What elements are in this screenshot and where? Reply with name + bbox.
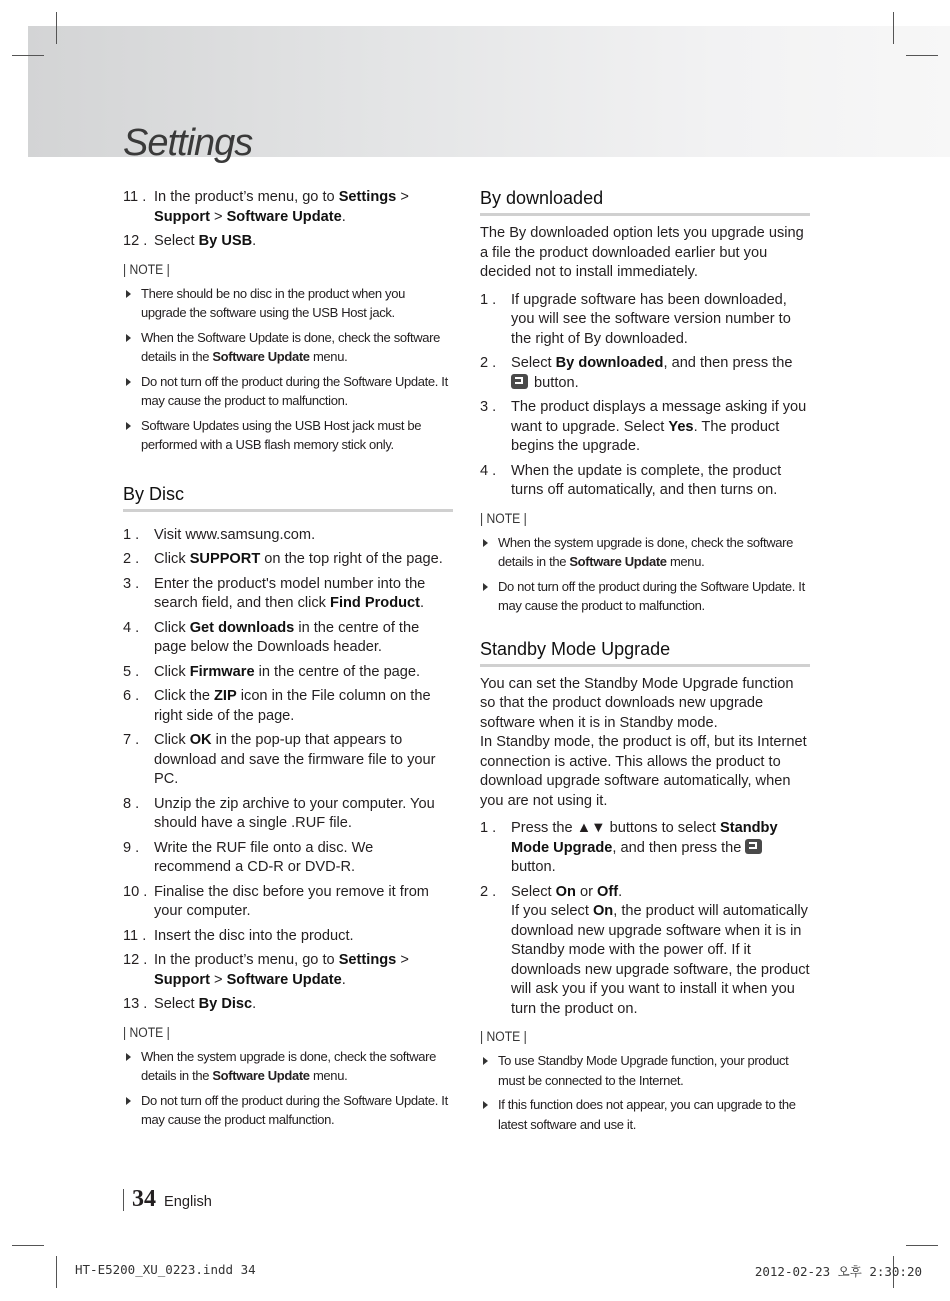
- note-item: [123, 328, 453, 367]
- step-item: [123, 951, 453, 990]
- page-number-block: [123, 1186, 212, 1213]
- step-number: 11 .: [123, 927, 147, 944]
- enter-button-icon: [745, 839, 762, 854]
- bullet-triangle-icon: [126, 1097, 131, 1105]
- step-text: Unzip the zip archive to your computer. You should have a single .RUF file.: [154, 795, 435, 831]
- step-text: Click SUPPORT on the top right of the page.: [154, 551, 443, 567]
- step-number: 12 .: [123, 952, 148, 968]
- usb-steps-list: [123, 188, 453, 252]
- step-item: [123, 619, 453, 658]
- step-item: [123, 232, 453, 252]
- note-text: Do not turn off the product during the Software Update. It may cause the product to malfunction.: [498, 578, 805, 613]
- step-item: [123, 883, 453, 922]
- bullet-triangle-icon: [483, 1101, 488, 1109]
- step-text: In the product’s menu, go to Settings > Support > Software Update.: [154, 189, 409, 225]
- usb-notes-list: [123, 284, 453, 455]
- bullet-triangle-icon: [126, 422, 131, 430]
- step-number: 10 .: [123, 883, 148, 900]
- note-item: [480, 577, 810, 616]
- by-disc-steps-list: [123, 526, 453, 1015]
- crop-mark: [893, 12, 894, 44]
- step-text: Press the ▲▼ buttons to select Standby Mode Upgrade, and then press the button.: [511, 820, 778, 875]
- step-number: 3 .: [123, 575, 140, 592]
- step-text: Select By USB.: [154, 233, 257, 249]
- step-number: 3 .: [480, 399, 497, 415]
- page-language: English: [164, 1194, 212, 1210]
- crop-mark: [906, 1245, 938, 1246]
- step-number: 2 .: [480, 355, 497, 371]
- page-title: Settings: [123, 122, 253, 164]
- step-text: Click the ZIP icon in the File column on the right side of the page.: [154, 688, 431, 724]
- step-text: In the product’s menu, go to Settings > Support > Software Update.: [154, 952, 409, 988]
- step-item: [123, 687, 453, 726]
- left-column: [123, 188, 453, 1135]
- step-text: Select By Disc.: [154, 996, 257, 1012]
- bullet-triangle-icon: [126, 1053, 131, 1061]
- note-text: There should be no disc in the product when you upgrade the software using the USB Host jack.: [141, 285, 405, 320]
- step-text: If upgrade software has been downloaded, you will see the software version number to the right of By downloaded.: [511, 291, 791, 347]
- step-item: [480, 291, 810, 350]
- section-heading-by-disc: By Disc: [123, 484, 453, 512]
- note-item: [123, 372, 453, 411]
- page-number-divider: [123, 1189, 124, 1211]
- page-number: 34: [132, 1186, 156, 1212]
- bullet-triangle-icon: [483, 583, 488, 591]
- note-item: [480, 1095, 810, 1134]
- standby-intro-1: You can set the Standby Mode Upgrade function so that the product downloads new upgrade software when it is in Standby mode.: [480, 675, 794, 731]
- note-item: [480, 533, 810, 572]
- step-number: 2 .: [123, 551, 140, 567]
- step-number: 9 .: [123, 839, 140, 856]
- step-item: [123, 795, 453, 834]
- step-item: [480, 819, 810, 878]
- step-number: 1 .: [480, 291, 497, 308]
- step-number: 8 .: [123, 795, 140, 812]
- step-item: [123, 663, 453, 683]
- step-item: [480, 354, 810, 393]
- step-item: [123, 927, 453, 947]
- step-text: Finalise the disc before you remove it from your computer.: [154, 883, 429, 919]
- step-text: Visit www.samsung.com.: [154, 526, 316, 543]
- note-label: | NOTE |: [123, 261, 170, 277]
- print-slug-date: 2012-02-23 오후 2:30:20: [754, 1264, 922, 1279]
- note-text: To use Standby Mode Upgrade function, your product must be connected to the Internet.: [498, 1053, 789, 1088]
- note-text: If this function does not appear, you can upgrade to the latest software and use it.: [498, 1097, 796, 1132]
- crop-mark: [56, 1256, 57, 1288]
- step-number: 13 .: [123, 996, 148, 1012]
- standby-intro-2: In Standby mode, the product is off, but its Internet connection is active. This allows the product to download upgrade software automatically, when you are not using it.: [480, 734, 807, 809]
- crop-mark: [12, 1245, 44, 1246]
- note-item: [480, 1051, 810, 1090]
- step-text: Write the RUF file onto a disc. We recommend a CD-R or DVD-R.: [154, 839, 374, 875]
- bullet-triangle-icon: [126, 378, 131, 386]
- step-item: [123, 839, 453, 878]
- step-number: 11 .: [123, 189, 147, 205]
- note-text: Software Updates using the USB Host jack must be performed with a USB flash memory stick only.: [141, 417, 422, 452]
- step-text: Enter the product's model number into the search field, and then click Find Product.: [154, 575, 426, 611]
- note-text: When the system upgrade is done, check the software details in the Software Update menu.: [141, 1048, 437, 1083]
- step-text: Click Firmware in the centre of the page.: [154, 663, 421, 680]
- step-text: Select On or Off. If you select On, the product will automatically download new upgrade software when it is in Standby mode with the power off. If it downloads new upgrade software, the product will ask you if you want to install it when you turn the product on.: [511, 883, 810, 1017]
- note-item: [123, 416, 453, 455]
- bullet-triangle-icon: [126, 290, 131, 298]
- step-text: Select By downloaded, and then press the button.: [511, 355, 793, 391]
- section-heading-by-downloaded: By downloaded: [480, 188, 810, 216]
- note-text: Do not turn off the product during the Software Update. It may cause the product to malfunction.: [141, 373, 448, 408]
- standby-notes-list: [480, 1051, 810, 1134]
- note-text: Do not turn off the product during the Software Update. It may cause the product malfunction.: [141, 1092, 448, 1127]
- note-text: When the system upgrade is done, check the software details in the Software Update menu.: [498, 534, 794, 569]
- step-text: Insert the disc into the product.: [154, 927, 354, 944]
- print-slug-file: HT-E5200_XU_0223.indd 34: [75, 1262, 256, 1277]
- note-label: | NOTE |: [480, 1029, 527, 1044]
- step-item: [123, 526, 453, 546]
- by-downloaded-notes-list: [480, 533, 810, 616]
- note-text: When the Software Update is done, check the software details in the Software Update menu.: [141, 329, 441, 364]
- right-column: [480, 188, 810, 1139]
- note-label: | NOTE |: [480, 510, 527, 526]
- note-label: | NOTE |: [123, 1024, 170, 1040]
- section-heading-standby-mode-upgrade: Standby Mode Upgrade: [480, 639, 810, 667]
- bullet-triangle-icon: [483, 1057, 488, 1065]
- crop-mark: [12, 55, 44, 56]
- by-disc-notes-list: [123, 1047, 453, 1130]
- by-downloaded-intro: The By downloaded option lets you upgrade using a file the product downloaded earlier but you decided not to install immediately.: [480, 225, 804, 280]
- step-item: [123, 550, 453, 570]
- enter-button-icon: [511, 374, 528, 389]
- note-item: [123, 1091, 453, 1130]
- standby-steps-list: [480, 819, 810, 1019]
- step-item: [123, 575, 453, 614]
- note-item: [123, 1047, 453, 1086]
- step-number: 1 .: [123, 526, 140, 543]
- step-item: [480, 398, 810, 457]
- step-text: When the update is complete, the product turns off automatically, and then turns on.: [511, 462, 782, 498]
- bullet-triangle-icon: [483, 539, 488, 547]
- step-item: [480, 883, 810, 1020]
- step-number: 5 .: [123, 663, 140, 680]
- by-downloaded-steps-list: [480, 291, 810, 501]
- step-text: Click OK in the pop-up that appears to download and save the firmware file to your PC.: [154, 732, 436, 787]
- step-number: 7 .: [123, 732, 140, 748]
- step-number: 12 .: [123, 233, 148, 249]
- step-item: [123, 995, 453, 1015]
- note-item: [123, 284, 453, 323]
- step-number: 6 .: [123, 688, 140, 704]
- step-text: Click Get downloads in the centre of the page below the Downloads header.: [154, 619, 420, 655]
- step-number: 1 .: [480, 820, 497, 836]
- step-text: The product displays a message asking if you want to upgrade. Select Yes. The product begins the upgrade.: [511, 399, 807, 454]
- crop-mark: [56, 12, 57, 44]
- crop-mark: [906, 55, 938, 56]
- step-number: 4 .: [123, 619, 140, 636]
- step-number: 2 .: [480, 883, 497, 900]
- step-item: [123, 188, 453, 227]
- step-item: [123, 731, 453, 790]
- step-number: 4 .: [480, 462, 497, 479]
- bullet-triangle-icon: [126, 334, 131, 342]
- step-item: [480, 462, 810, 501]
